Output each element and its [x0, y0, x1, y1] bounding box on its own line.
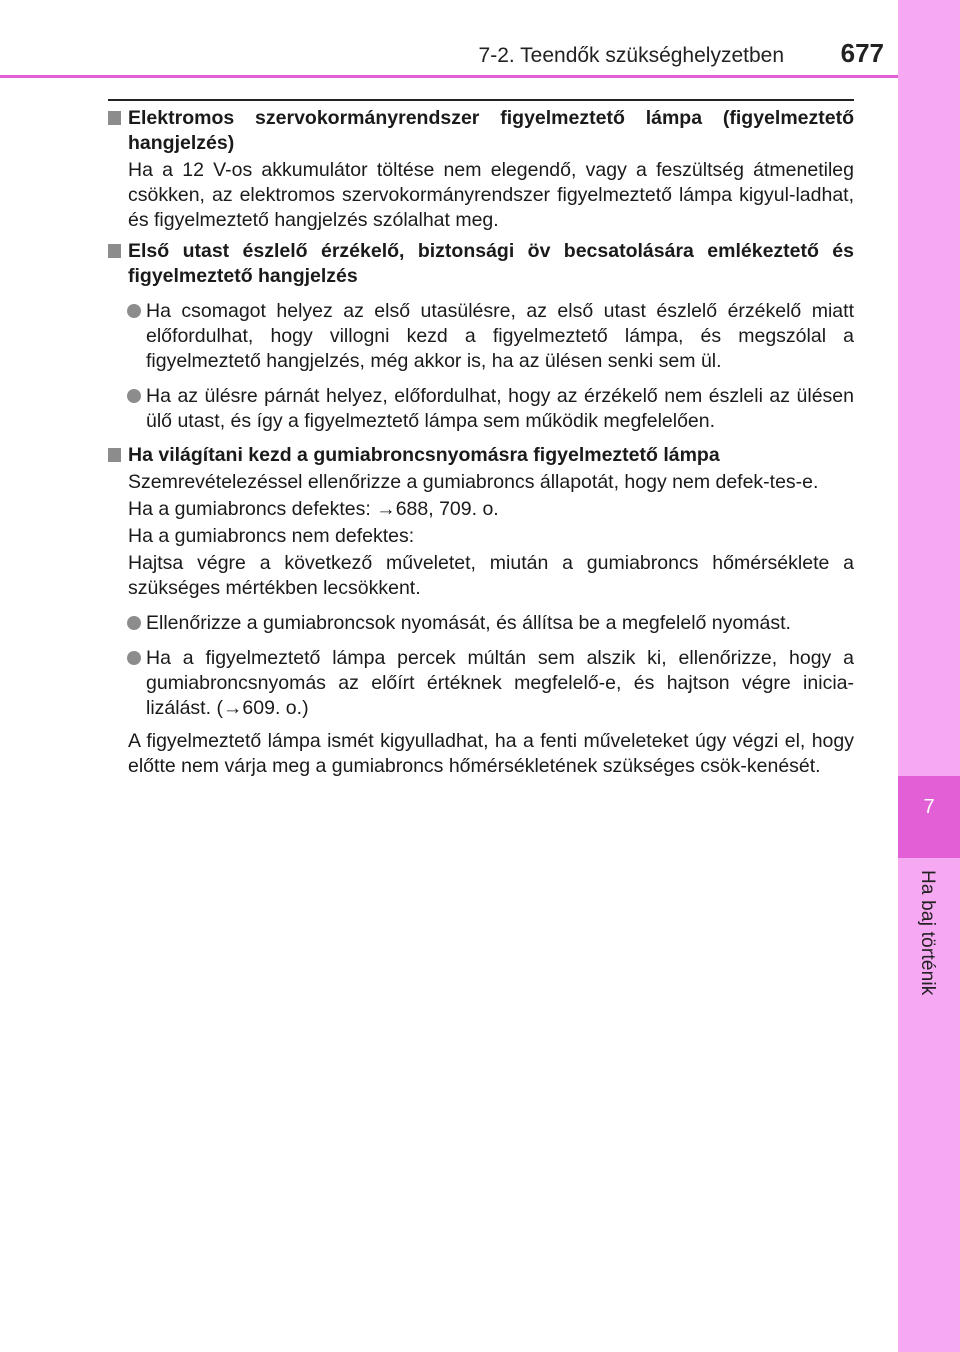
square-bullet-icon — [108, 244, 121, 258]
square-bullet-icon — [108, 448, 121, 462]
chapter-label: Ha baj történik — [917, 870, 938, 996]
section-heading: Ha világítani kezd a gumiabroncsnyomásra figyelmeztető lámpa — [108, 443, 854, 468]
body-paragraph: Ha a 12 V-os akkumulátor töltése nem elegendő, vagy a feszültség átmenetileg csökken, az elektromos szervokormányrendszer figyelmeztető lámpa kigyul-ladhat, és figyelmeztető hangjelzés szólalhat meg. — [128, 159, 854, 231]
body-paragraph: Szemrevételezéssel ellenőrizze a gumiabroncs állapotát, hogy nem defek-tes-e. — [128, 471, 819, 493]
body-paragraph: Ha a gumiabroncs defektes: →688, 709. o. — [128, 498, 499, 520]
circle-bullet-icon — [127, 389, 141, 403]
bullet-item: Ellenőrizze a gumiabroncsok nyomását, és állítsa be a megfelelő nyomást. — [108, 611, 854, 636]
chapter-side-tab — [898, 0, 960, 1352]
circle-bullet-icon — [127, 651, 141, 665]
square-bullet-icon — [108, 111, 121, 125]
section-heading: Elektromos szervokormányrendszer figyelmeztető lámpa (figyelmeztető hangjelzés) — [108, 106, 854, 156]
chapter-number: 7 — [923, 796, 935, 818]
closing-paragraph: A figyelmeztető lámpa ismét kigyulladhat, ha a fenti műveleteket úgy végzi el, hogy előtte nem várja meg a gumiabroncs hőmérsékletének szükséges csök-kenését. — [128, 730, 854, 777]
section-title: 7-2. Teendők szükséghelyzetben — [478, 44, 784, 67]
page-number: 677 — [840, 38, 884, 68]
content-top-rule — [108, 99, 854, 101]
header-rule — [0, 75, 898, 78]
body-paragraph: Hajtsa végre a következő műveletet, miután a gumiabroncs hőmérséklete a szükséges mértékben lecsökkent. — [128, 552, 854, 599]
body-paragraph: Ha a gumiabroncs nem defektes: — [128, 525, 415, 547]
section-heading: Első utast észlelő érzékelő, biztonsági öv becsatolására emlékeztető és figyelmeztető hangjelzés — [108, 239, 854, 289]
bullet-item: Ha az ülésre párnát helyez, előfordulhat, hogy az érzékelő nem észleli az ülésen ülő utast, és így a figyelmeztető lámpa sem működik megfelelően. — [108, 384, 854, 434]
bullet-item: Ha csomagot helyez az első utasülésre, az első utast észlelő érzékelő miatt előfordulhat, hogy villogni kezd a figyelmeztető lámpa, és megszólal a figyelmeztető hangjelzés, még akkor is, ha az ülésen senki sem ül. — [108, 299, 854, 374]
circle-bullet-icon — [127, 304, 141, 318]
circle-bullet-icon — [127, 616, 141, 630]
bullet-item: Ha a figyelmeztető lámpa percek múltán sem alszik ki, ellenőrizze, hogy a gumiabroncsnyomás az előírt értéknek megfelelő-e, és hajtson végre inicia-lizálást. (→609. o.) — [108, 646, 854, 721]
page-content — [108, 106, 854, 779]
